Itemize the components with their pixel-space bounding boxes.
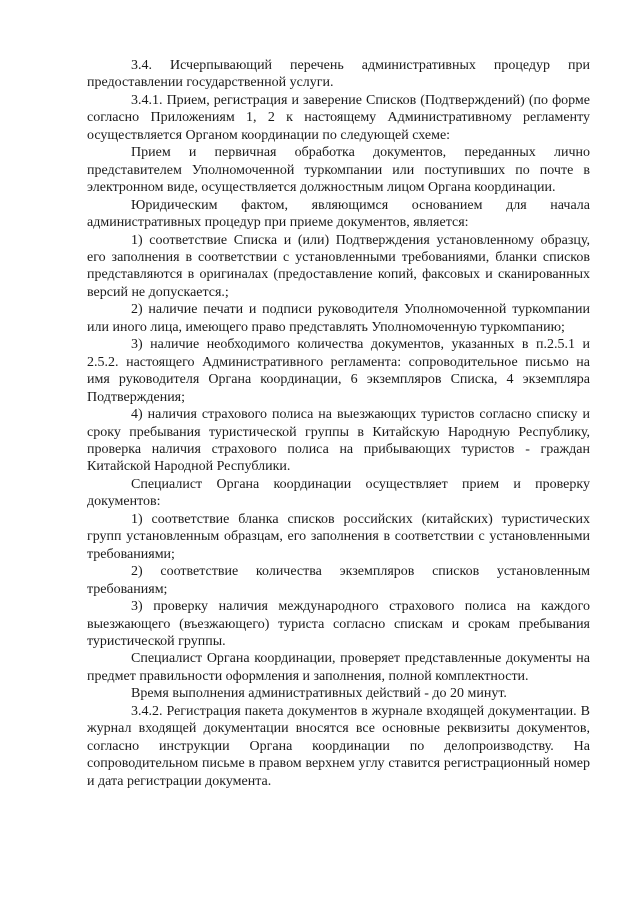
check-item-1: 1) соответствие бланка списков российских (китайских) туристических групп установленным образцам, его заполнения в соответствии с установленными требованиями; — [87, 511, 590, 562]
paragraph-3-4-2: 3.4.2. Регистрация пакета документов в журнале входящей документации. В журнал входящей документации вносятся все основные реквизиты документов, согласно инструкции Органа координации по делопроизводству. На сопроводительном письме в правом верхнем углу ставится регистрационный номер и дата регистрации документа. — [87, 703, 590, 789]
list-item-1: 1) соответствие Списка и (или) Подтверждения установленному образцу, его заполнения в соответствии с установленными требованиями, бланки списков представляются в оригиналах (предоставление копий, факсовых и сканированных версий не допускается.; — [87, 232, 590, 300]
paragraph-specialist-review: Специалист Органа координации, проверяет представленные документы на предмет правильности оформления и заполнения, полной комплектности. — [87, 651, 590, 684]
paragraph-intake: Прием и первичная обработка документов, переданных лично представителем Уполномоченной туркомпании или поступивших по почте в электронном виде, осуществляется должностным лицом Органа координации. — [87, 145, 590, 196]
list-item-2: 2) наличие печати и подписи руководителя Уполномоченной туркомпании или иного лица, имеющего право представлять Уполномоченную туркомпанию; — [87, 302, 590, 335]
list-item-3: 3) наличие необходимого количества документов, указанных в п.2.5.1 и 2.5.2. настоящего Административного регламента: сопроводительное письмо на имя руководителя Органа координации, 6 экземпляров Списка, 4 экземпляра Подтверждения; — [87, 337, 590, 405]
check-item-2: 2) соответствие количества экземпляров списков установленным требованиям; — [87, 564, 590, 597]
paragraph-time-limit: Время выполнения административных действий - до 20 минут. — [131, 686, 507, 702]
list-item-4: 4) наличия страхового полиса на выезжающих туристов согласно списку и сроку пребывания туристической группы в Китайскую Народную Республику, проверка наличия страхового полиса на прибывающих туристов - граждан Китайской Народной Республики. — [87, 407, 590, 475]
paragraph-specialist-check: Специалист Органа координации осуществляет прием и проверку документов: — [87, 476, 590, 510]
paragraph-3-4: 3.4. Исчерпывающий перечень административных процедур при предоставлении государственной услуги. — [87, 58, 590, 91]
check-item-3: 3) проверку наличия международного страхового полиса на каждого выезжающего (въезжающего) туриста согласно спискам и срокам пребывания туристической группы. — [87, 599, 590, 649]
paragraph-3-4-1: 3.4.1. Прием, регистрация и заверение Списков (Подтверждений) (по форме согласно Приложениям 1, 2 к настоящему Административному регламенту осуществляется Органом координации по следующей схеме: — [87, 92, 590, 143]
paragraph-legal-fact: Юридическим фактом, являющимся основанием для начала административных процедур при приеме документов, является: — [87, 197, 590, 231]
